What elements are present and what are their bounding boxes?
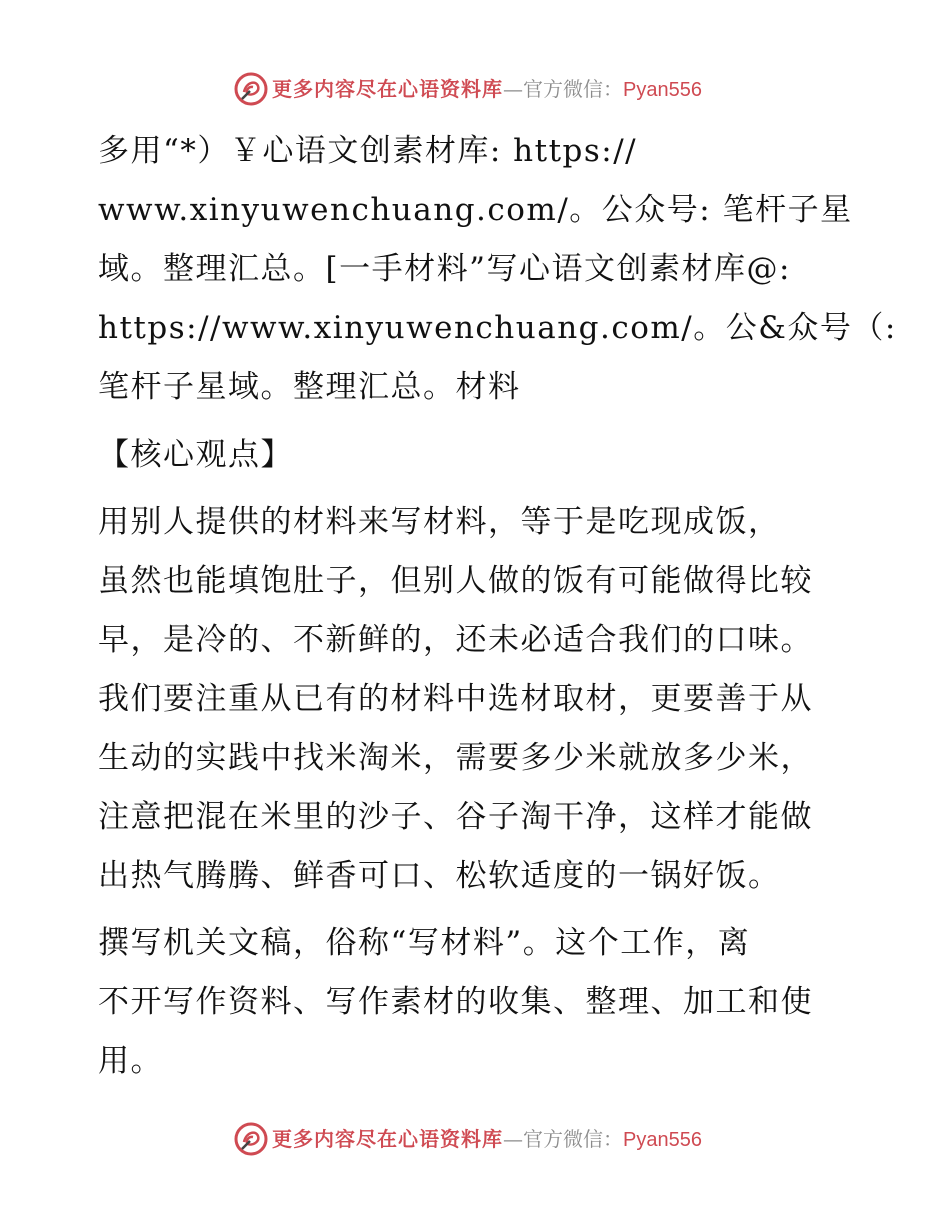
- intro-paragraph: [98, 122, 897, 417]
- banner-wechat-id: Pyan556: [623, 1129, 702, 1151]
- text-line: 虽然也能填饱肚子，但别人做的饭有可能做得比较: [98, 563, 813, 599]
- paragraph-1: [98, 493, 858, 906]
- banner-wechat-label: 官方微信：: [523, 77, 623, 101]
- text-line: 用。: [98, 1043, 163, 1079]
- text-line: 生动的实践中找米淘米，需要多少米就放多少米，: [98, 740, 813, 776]
- banner-text: [272, 1127, 702, 1152]
- section-heading: [98, 426, 858, 485]
- text-line: 笔杆子星域。整理汇总。材料: [98, 369, 521, 405]
- banner-main-text: 更多内容尽在心语资料库: [272, 77, 503, 101]
- banner-wechat-label: 官方微信：: [523, 1127, 623, 1151]
- footer-banner: [0, 1120, 950, 1160]
- text-line: 域。整理汇总。[一手材料”写心语文创素材库@:: [98, 251, 791, 287]
- text-line: 多用“*）￥心语文创素材库: https://: [98, 133, 638, 169]
- banner-main-text: 更多内容尽在心语资料库: [272, 1127, 503, 1151]
- text-line: 撰写机关文稿，俗称“写材料”。这个工作，离: [98, 925, 751, 961]
- text-line: 出热气腾腾、鲜香可口、松软适度的一锅好饭。: [98, 858, 781, 894]
- text-line: 注意把混在米里的沙子、谷子淘干净，这样才能做: [98, 799, 813, 835]
- text-line: https://www.xinyuwenchuang.com/。公&众号（:: [98, 310, 897, 346]
- text-line: 我们要注重从已有的材料中选材取材，更要善于从: [98, 681, 813, 717]
- banner-wechat-id: Pyan556: [623, 79, 702, 101]
- header-banner: [0, 70, 950, 110]
- heading-text: 【核心观点】: [98, 437, 293, 473]
- text-line: 用别人提供的材料来写材料，等于是吃现成饭，: [98, 504, 781, 540]
- rose-logo-icon: [234, 1122, 268, 1156]
- banner-dash: —: [503, 1127, 523, 1151]
- text-line: 不开写作资料、写作素材的收集、整理、加工和使: [98, 984, 813, 1020]
- text-line: www.xinyuwenchuang.com/。公众号: 笔杆子星: [98, 192, 853, 228]
- document-body: [98, 122, 897, 1091]
- banner-dash: —: [503, 77, 523, 101]
- paragraph-2: [98, 914, 858, 1091]
- banner-text: [272, 77, 702, 102]
- rose-logo-icon: [234, 72, 268, 106]
- text-line: 早，是冷的、不新鲜的，还未必适合我们的口味。: [98, 622, 813, 658]
